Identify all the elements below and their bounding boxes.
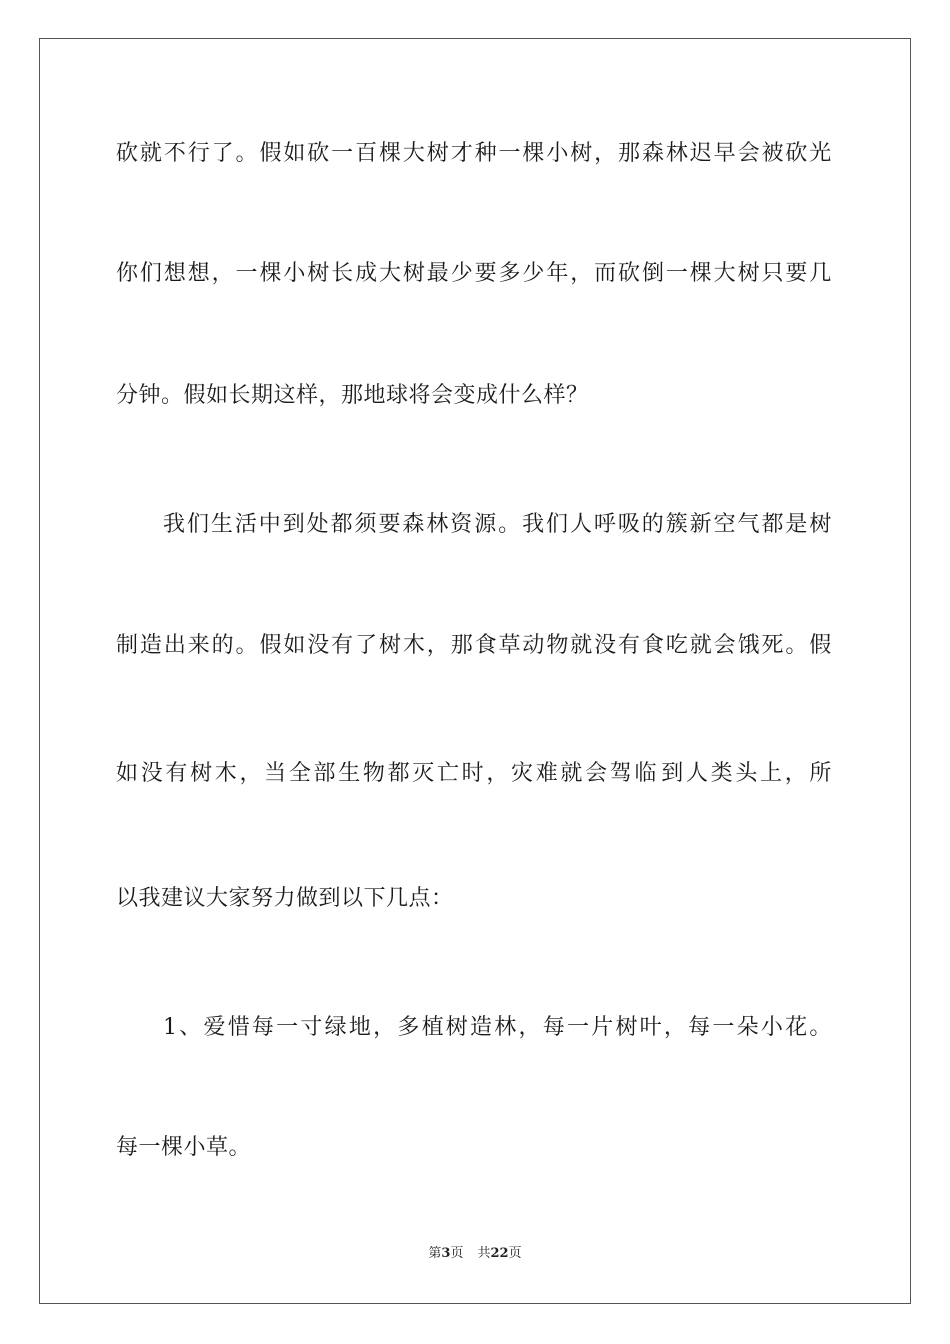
paragraph-line-6: 如 没 有 树 木 ， 当 全 部 生 物 都 灭 亡 时 ， 灾 难 就 会 驾 临 到 人 类 头 上 ， 所 — [116, 761, 832, 786]
paragraph-line-3: 分钟。假如长期这样，那地球将会变成什么样？ — [116, 383, 589, 408]
footer-page-prefix: 第 — [428, 1246, 442, 1261]
paragraph-line-5: 制 造 出 来 的 。 假 如 没 有 了 树 木 ， 那 食 草 动 物 就 没 有 食 吃 就 会 饿 死 。 假 — [116, 633, 832, 658]
paragraph-line-9: 每一棵小草。 — [116, 1135, 252, 1160]
footer-page-suffix: 页 — [450, 1246, 464, 1261]
paragraph-line-8: 1 、 爱 惜 每 一 寸 绿 地 ， 多 植 树 造 林 ， 每 一 片 树 叶 ， 每 一 朵 小 花 。 — [163, 1015, 832, 1040]
footer-total-pages: 22 — [490, 1246, 509, 1261]
footer-total-prefix: 共 — [477, 1246, 491, 1261]
paragraph-line-1: 砍 就 不 行 了 。 假 如 砍 一 百 棵 大 树 才 种 一 棵 小 树 ， 那 森 林 迟 早 会 被 砍 光 — [116, 141, 832, 166]
footer-total-suffix: 页 — [508, 1246, 522, 1261]
paragraph-line-4: 我 们 生 活 中 到 处 都 须 要 森 林 资 源 。 我 们 人 呼 吸 的 簇 新 空 气 都 是 树 — [163, 512, 832, 537]
page-border — [39, 38, 911, 1304]
footer-page-number: 3 — [441, 1246, 451, 1261]
page-footer — [0, 1244, 950, 1264]
paragraph-line-7: 以我建议大家努力做到以下几点： — [116, 886, 454, 911]
paragraph-line-2: 你 们 想 想 ， 一 棵 小 树 长 成 大 树 最 少 要 多 少 年 ， 而 砍 倒 一 棵 大 树 只 要 几 — [116, 261, 832, 286]
